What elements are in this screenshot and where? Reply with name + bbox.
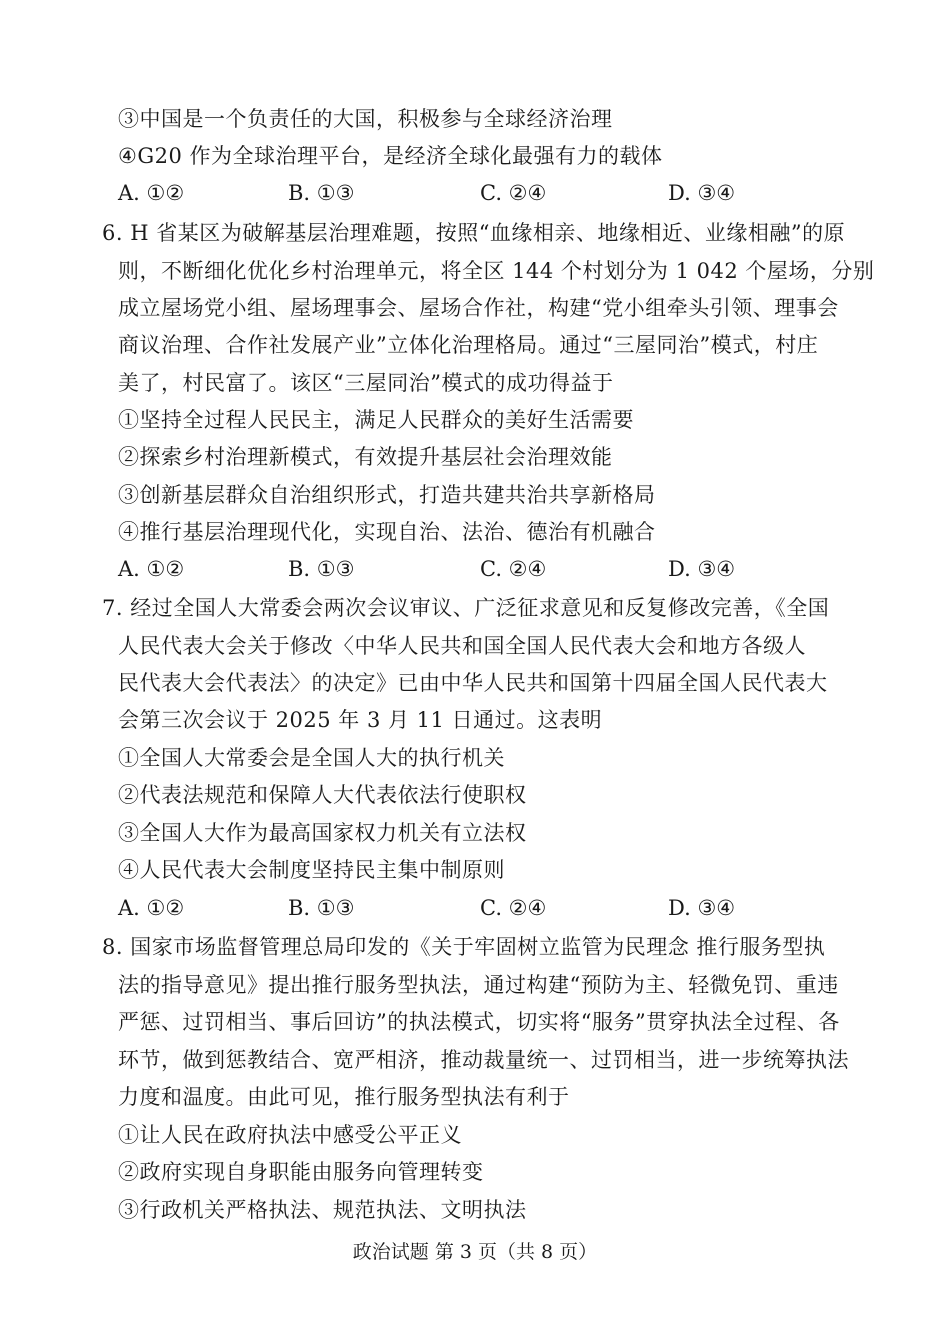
- q8-stem-line: 环节，做到惩教结合、宽严相济，推动裁量统一、过罚相当，进一步统筹执法: [118, 1048, 849, 1072]
- q6-stem-line: 美了，村民富了。该区“三屋同治”模式的成功得益于: [118, 371, 614, 395]
- q7-stem-line: 会第三次会议于 2025 年 3 月 11 日通过。这表明: [118, 708, 603, 732]
- q5-choice-a: A. ①②: [118, 181, 185, 205]
- q7-option-2: ②代表法规范和保障人大代表依法行使职权: [118, 783, 527, 807]
- q6-option-4: ④推行基层治理现代化，实现自治、法治、德治有机融合: [118, 520, 656, 544]
- q6-option-2: ②探索乡村治理新模式，有效提升基层社会治理效能: [118, 445, 613, 469]
- q8-option-3: ③行政机关严格执法、规范执法、文明执法: [118, 1198, 527, 1222]
- q7-option-4: ④人民代表大会制度坚持民主集中制原则: [118, 858, 505, 882]
- q7-stem-line: 民代表大会代表法〉的决定》已由中华人民共和国第十四届全国人民代表大: [118, 671, 828, 695]
- q7-choice-b: B. ①③: [288, 896, 355, 920]
- q7-stem-line: 7. 经过全国人大常委会两次会议审议、广泛征求意见和反复修改完善，《全国: [102, 596, 830, 620]
- q6-option-1: ①坚持全过程人民民主，满足人民群众的美好生活需要: [118, 408, 634, 432]
- q7-option-1: ①全国人大常委会是全国人大的执行机关: [118, 746, 505, 770]
- q5-choice-d: D. ③④: [668, 181, 736, 205]
- q8-stem-line: 8. 国家市场监督管理总局印发的《关于牢固树立监管为民理念 推行服务型执: [102, 935, 826, 959]
- q6-stem-line: 6. H 省某区为破解基层治理难题，按照“血缘相亲、地缘相近、业缘相融”的原: [102, 221, 846, 245]
- q7-choice-d: D. ③④: [668, 896, 736, 920]
- q7-option-3: ③全国人大作为最高国家权力机关有立法权: [118, 821, 527, 845]
- q6-stem-line: 则，不断细化优化乡村治理单元，将全区 144 个村划分为 1 042 个屋场，分别: [118, 259, 875, 283]
- q7-stem-line: 人民代表大会关于修改〈中华人民共和国全国人民代表大会和地方各级人: [118, 634, 806, 658]
- q5-choice-b: B. ①③: [288, 181, 355, 205]
- q7-choice-a: A. ①②: [118, 896, 185, 920]
- q5-choice-c: C. ②④: [480, 181, 547, 205]
- q5-option-4: ④G20 作为全球治理平台，是经济全球化最强有力的载体: [118, 144, 663, 168]
- q5-option-3: ③中国是一个负责任的大国，积极参与全球经济治理: [118, 107, 613, 131]
- q7-choice-c: C. ②④: [480, 896, 547, 920]
- q6-stem-line: 商议治理、合作社发展产业”立体化治理格局。通过“三屋同治”模式，村庄: [118, 333, 819, 357]
- q8-stem-line: 法的指导意见》提出推行服务型执法，通过构建“预防为主、轻微免罚、重违: [118, 973, 839, 997]
- q6-stem-line: 成立屋场党小组、屋场理事会、屋场合作社，构建“党小组牵头引领、理事会: [118, 296, 839, 320]
- q6-choice-a: A. ①②: [118, 557, 185, 581]
- q6-choice-b: B. ①③: [288, 557, 355, 581]
- q6-option-3: ③创新基层群众自治组织形式，打造共建共治共享新格局: [118, 483, 656, 507]
- q8-stem-line: 力度和温度。由此可见，推行服务型执法有利于: [118, 1085, 570, 1109]
- q8-option-1: ①让人民在政府执法中感受公平正义: [118, 1123, 462, 1147]
- q6-choice-d: D. ③④: [668, 557, 736, 581]
- q8-stem-line: 严惩、过罚相当、事后回访”的执法模式，切实将“服务”贯穿执法全过程、各: [118, 1010, 840, 1034]
- page-footer: 政治试题 第 3 页（共 8 页）: [352, 1241, 598, 1263]
- q8-option-2: ②政府实现自身职能由服务向管理转变: [118, 1160, 484, 1184]
- q6-choice-c: C. ②④: [480, 557, 547, 581]
